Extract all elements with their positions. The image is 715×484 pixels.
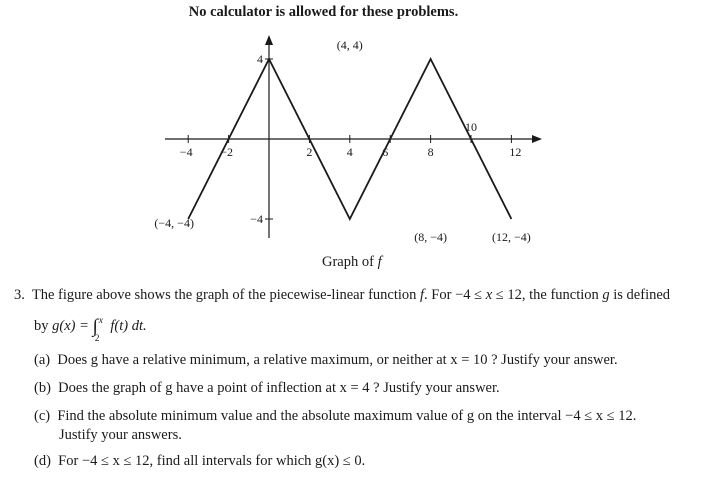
- part-a: (a) Does g have a relative minimum, a relative maximum, or neither at x = 10 ? Justify your answer.: [34, 352, 618, 368]
- problem-definition: by g(x) = ∫ x 2 f(t) dt.: [34, 315, 147, 344]
- x-tick-label: 10: [465, 120, 477, 134]
- problem-line-1: 3. The figure above shows the graph of the piecewise-linear function f. For −4 ≤ x ≤ 12, the function g is defined: [14, 287, 671, 303]
- integral-symbol: ∫: [92, 316, 98, 337]
- x-tick-label: 12: [509, 145, 522, 159]
- x-tick-label: 8: [427, 145, 434, 159]
- x-tick-label: −2: [220, 145, 233, 159]
- vertex-label: (−4, −4): [154, 216, 194, 230]
- vertex-label: (8, −4): [414, 230, 447, 244]
- page-header: No calculator is allowed for these problems.: [188, 4, 459, 20]
- part-b: (b) Does the graph of g have a point of inflection at x = 4 ? Justify your answer.: [34, 380, 500, 396]
- vertex-label: (12, −4): [492, 230, 531, 244]
- y-tick-label: 4: [257, 52, 263, 66]
- x-tick-label: 6: [382, 145, 389, 159]
- x-tick-label: 4: [346, 145, 353, 159]
- x-tick-label: −4: [179, 145, 193, 159]
- vertex-label: (4, 4): [336, 38, 363, 52]
- x-tick-label: 2: [306, 145, 313, 159]
- part-d: (d) For −4 ≤ x ≤ 12, find all intervals for which g(x) ≤ 0.: [34, 453, 366, 469]
- part-c-continued: Justify your answers.: [59, 427, 182, 443]
- graph-caption: Graph of f: [322, 254, 382, 270]
- point-labels: [154, 38, 530, 244]
- y-tick-label: −4: [250, 212, 263, 226]
- problem-number: 3.: [14, 287, 25, 303]
- part-c: (c) Find the absolute minimum value and the absolute maximum value of g on the interval −4 ≤ x ≤ 12.: [34, 408, 637, 424]
